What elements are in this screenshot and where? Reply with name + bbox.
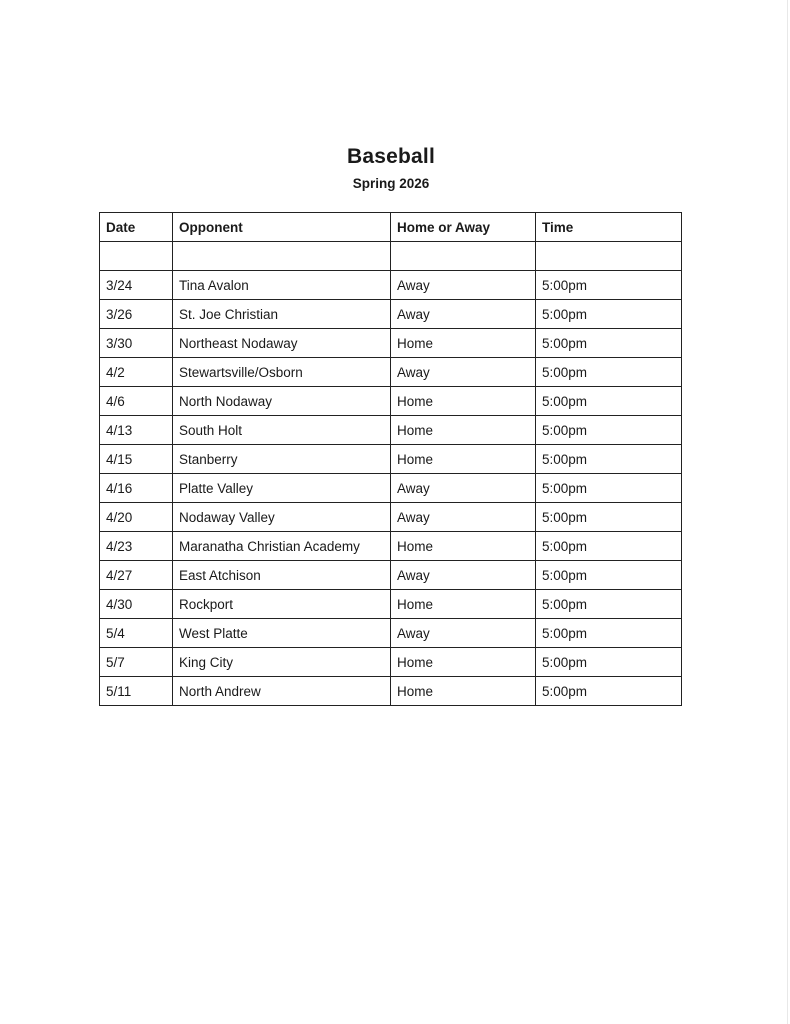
empty-cell	[536, 242, 682, 271]
table-row	[100, 358, 682, 387]
opponent-cell: Stanberry	[173, 445, 391, 474]
table-row	[100, 677, 682, 706]
date-cell: 5/7	[100, 648, 173, 677]
location-cell: Home	[391, 590, 536, 619]
date-cell: 5/4	[100, 619, 173, 648]
opponent-cell: Nodaway Valley	[173, 503, 391, 532]
empty-cell	[173, 242, 391, 271]
table-row	[100, 387, 682, 416]
column-header-opponent: Opponent	[173, 213, 391, 242]
header-row	[100, 213, 682, 242]
time-cell: 5:00pm	[536, 619, 682, 648]
table-row	[100, 445, 682, 474]
location-cell: Home	[391, 387, 536, 416]
table-row	[100, 300, 682, 329]
opponent-cell: Platte Valley	[173, 474, 391, 503]
time-cell: 5:00pm	[536, 387, 682, 416]
date-cell: 4/23	[100, 532, 173, 561]
schedule-body	[100, 242, 682, 706]
date-cell: 3/30	[100, 329, 173, 358]
opponent-cell: King City	[173, 648, 391, 677]
location-cell: Home	[391, 329, 536, 358]
table-row	[100, 271, 682, 300]
opponent-cell: North Andrew	[173, 677, 391, 706]
table-row	[100, 532, 682, 561]
date-cell: 4/13	[100, 416, 173, 445]
opponent-cell: Northeast Nodaway	[173, 329, 391, 358]
schedule-table	[99, 212, 682, 706]
opponent-cell: South Holt	[173, 416, 391, 445]
date-cell: 4/2	[100, 358, 173, 387]
table-row	[100, 561, 682, 590]
opponent-cell: Stewartsville/Osborn	[173, 358, 391, 387]
page-title: Baseball	[347, 145, 435, 168]
time-cell: 5:00pm	[536, 271, 682, 300]
location-cell: Home	[391, 416, 536, 445]
time-cell: 5:00pm	[536, 300, 682, 329]
opponent-cell: West Platte	[173, 619, 391, 648]
table-row	[100, 619, 682, 648]
date-cell: 4/30	[100, 590, 173, 619]
location-cell: Home	[391, 648, 536, 677]
date-cell: 4/16	[100, 474, 173, 503]
time-cell: 5:00pm	[536, 474, 682, 503]
table-row	[100, 329, 682, 358]
location-cell: Home	[391, 532, 536, 561]
time-cell: 5:00pm	[536, 416, 682, 445]
table-row	[100, 648, 682, 677]
column-header-home-or-away: Home or Away	[391, 213, 536, 242]
date-cell: 3/24	[100, 271, 173, 300]
location-cell: Away	[391, 503, 536, 532]
time-cell: 5:00pm	[536, 532, 682, 561]
time-cell: 5:00pm	[536, 329, 682, 358]
opponent-cell: St. Joe Christian	[173, 300, 391, 329]
page-subtitle: Spring 2026	[352, 176, 430, 191]
empty-row	[100, 242, 682, 271]
date-cell: 4/20	[100, 503, 173, 532]
location-cell: Away	[391, 474, 536, 503]
time-cell: 5:00pm	[536, 590, 682, 619]
date-cell: 4/27	[100, 561, 173, 590]
date-cell: 4/6	[100, 387, 173, 416]
date-cell: 4/15	[100, 445, 173, 474]
opponent-cell: Rockport	[173, 590, 391, 619]
opponent-cell: Tina Avalon	[173, 271, 391, 300]
opponent-cell: North Nodaway	[173, 387, 391, 416]
empty-cell	[391, 242, 536, 271]
location-cell: Away	[391, 271, 536, 300]
column-header-date: Date	[100, 213, 173, 242]
time-cell: 5:00pm	[536, 445, 682, 474]
time-cell: 5:00pm	[536, 358, 682, 387]
location-cell: Away	[391, 300, 536, 329]
opponent-cell: Maranatha Christian Academy	[173, 532, 391, 561]
location-cell: Away	[391, 619, 536, 648]
date-cell: 5/11	[100, 677, 173, 706]
table-row	[100, 590, 682, 619]
table-row	[100, 474, 682, 503]
column-header-time: Time	[536, 213, 682, 242]
time-cell: 5:00pm	[536, 561, 682, 590]
empty-cell	[100, 242, 173, 271]
table-row	[100, 416, 682, 445]
scan-edge	[787, 0, 788, 1024]
table-row	[100, 503, 682, 532]
opponent-cell: East Atchison	[173, 561, 391, 590]
time-cell: 5:00pm	[536, 677, 682, 706]
date-cell: 3/26	[100, 300, 173, 329]
location-cell: Home	[391, 677, 536, 706]
location-cell: Away	[391, 358, 536, 387]
location-cell: Home	[391, 445, 536, 474]
time-cell: 5:00pm	[536, 503, 682, 532]
time-cell: 5:00pm	[536, 648, 682, 677]
location-cell: Away	[391, 561, 536, 590]
